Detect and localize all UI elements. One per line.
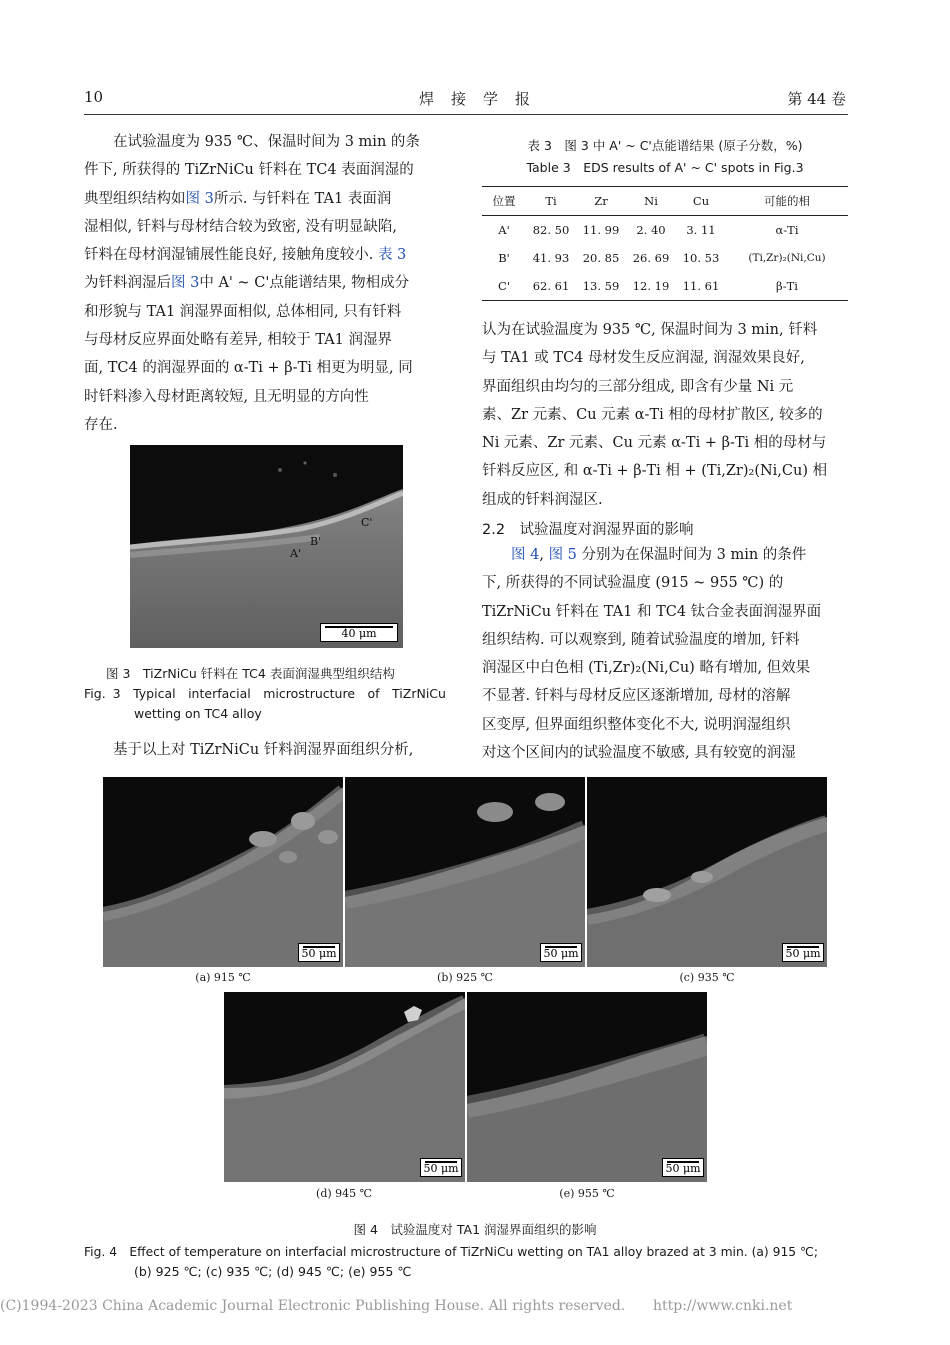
fig4-label-d: (d) 945 ℃ (316, 1187, 372, 1200)
table-cell: 26. 69 (632, 251, 670, 265)
table-row (482, 244, 848, 272)
fig4-panel-b (345, 777, 585, 967)
fig4-caption-cn: 图 4 试验温度对 TA1 润湿界面组织的影响 (353, 1222, 597, 1237)
fig4-panel-a (103, 777, 343, 967)
text-line: 件下, 所获得的 TiZrNiCu 钎料在 TC4 表面润湿的 (84, 162, 414, 179)
scale-bar: 50 μm (420, 1158, 462, 1177)
fig4-label-a: (a) 915 ℃ (195, 971, 251, 984)
cnki-url[interactable]: http://www.cnki.net (653, 1298, 793, 1314)
fig4-label-c: (c) 935 ℃ (679, 971, 735, 984)
text-line: 润湿区中白色相 (Ti,Zr)₂(Ni,Cu) 略有增加, 但效果 (482, 660, 811, 677)
table-cell: A' (498, 223, 510, 237)
journal-title: 焊 接 学 报 (418, 90, 531, 108)
text-line: 与母材反应界面处略有差异, 相较于 TA1 润湿界 (84, 332, 393, 349)
text-line: 素、Zr 元素、Cu 元素 α-Ti 相的母材扩散区, 较多的 (482, 406, 823, 423)
left-paragraph-2: 基于以上对 TiZrNiCu 钎料润湿界面组织分析, (84, 742, 414, 758)
text-line: 钎料反应区, 和 α-Ti + β-Ti 相 + (Ti,Zr)₂(Ni,Cu) 相 (482, 463, 828, 480)
text-line: 时钎料渗入母材距离较短, 且无明显的方向性 (84, 388, 369, 405)
point-label-b: B' (310, 535, 322, 548)
table-cell: B' (498, 251, 510, 265)
header-cell: Zr (594, 194, 608, 208)
fig4-link[interactable]: 图 4 (511, 547, 540, 563)
header-rule (84, 114, 848, 115)
table-cell: 3. 11 (686, 223, 716, 237)
fig4-label-e: (e) 955 ℃ (559, 1187, 615, 1200)
table-cell: 82. 50 (532, 223, 570, 237)
table3-title-cn: 表 3 图 3 中 A' ~ C'点能谱结果 (原子分数，%) (527, 138, 803, 153)
text-line: 面, TC4 的润湿界面的 α-Ti + β-Ti 相更为明显, 同 (84, 360, 413, 377)
table-cell: 13. 59 (582, 279, 620, 293)
table-cell: 20. 85 (582, 251, 620, 265)
text-line: TiZrNiCu 钎料在 TA1 和 TC4 钛合金表面润湿界面 (482, 603, 822, 620)
eds-table (482, 186, 848, 301)
text-line: 与 TA1 或 TC4 母材发生反应润湿, 润湿效果良好, (482, 350, 805, 367)
text-line: 界面组织由均匀的三部分组成, 即含有少量 Ni 元 (482, 378, 794, 395)
left-paragraph-1 (84, 128, 450, 439)
table-row (482, 216, 848, 245)
fig4-caption-en-1: Fig. 4 Effect of temperature on interfacial microstructure of TiZrNiCu wetting on TA1 alloy brazed at 3 min. (a) 915 ℃; (84, 1245, 818, 1259)
copyright-footer: (C)1994-2023 China Academic Journal Electronic Publishing House. All rights reserved. (0, 1298, 626, 1314)
right-paragraph-2 (482, 541, 848, 767)
scale-bar: 50 μm (540, 943, 582, 962)
text-line: 在试验温度为 935 ℃、保温时间为 3 min 的条 (84, 134, 420, 150)
scale-bar: 50 μm (298, 943, 340, 962)
table-cell: 11. 61 (682, 279, 720, 293)
table-cell: 10. 53 (682, 251, 720, 265)
text-line: 为钎料润湿后图 3中 A' ~ C'点能谱结果, 物相成分 (84, 275, 410, 292)
table-header-row (482, 187, 848, 216)
text-line: 不显著. 钎料与母材反应区逐渐增加, 母材的溶解 (482, 688, 791, 705)
table-cell: 11. 99 (582, 223, 620, 237)
page-number: 10 (84, 88, 104, 106)
header-cell: Ti (545, 194, 557, 208)
text-line: 区变厚, 但界面组织整体变化不大, 说明润湿组织 (482, 716, 791, 733)
table-cell: β-Ti (776, 279, 798, 293)
header-cell: Ni (644, 194, 658, 208)
table-cell: α-Ti (775, 223, 799, 237)
volume-label: 第 44 卷 (787, 90, 846, 108)
text-line: 组成的钎料润湿区. (482, 491, 603, 508)
fig3-link[interactable]: 图 3 (185, 190, 214, 207)
fig3-caption-en-2: wetting on TC4 alloy (134, 706, 262, 721)
fig4-panel-c (587, 777, 827, 967)
fig4-label-b: (b) 925 ℃ (437, 971, 493, 984)
text-line: 钎料在母材润湿铺展性能良好, 接触角度较小. 表 3 (84, 247, 407, 264)
table-cell: 41. 93 (532, 251, 570, 265)
table-row (482, 272, 848, 301)
table-cell: 62. 61 (532, 279, 570, 293)
right-paragraph-1 (482, 316, 848, 514)
text-line: 和形貌与 TA1 润湿界面相似, 总体相同, 只有钎料 (84, 303, 402, 320)
text-line: 认为在试验温度为 935 ℃, 保温时间为 3 min, 钎料 (482, 322, 818, 338)
text-line: 图 4, 图 5 分别为在保温时间为 3 min 的条件 (511, 547, 807, 563)
text-line: 组织结构. 可以观察到, 随着试验温度的增加, 钎料 (482, 631, 800, 648)
text-line: 下, 所获得的不同试验温度 (915 ~ 955 ℃) 的 (482, 575, 784, 592)
header-cell: 位置 (492, 194, 516, 208)
text-line: 湿相似, 钎料与母材结合较为致密, 没有明显缺陷, (84, 218, 398, 235)
fig3-caption-en-1: Fig. 3 Typical interfacial microstructure of TiZrNiCu (84, 686, 446, 701)
table-cell: C' (498, 279, 510, 293)
table3-title-en: Table 3 EDS results of A' ~ C' spots in Fig.3 (526, 160, 804, 175)
table3-link[interactable]: 表 3 (377, 247, 407, 264)
fig4-panel-d (224, 992, 465, 1182)
fig3-link[interactable]: 图 3 (171, 275, 200, 292)
fig4-caption-en-2: (b) 925 ℃; (c) 935 ℃; (d) 945 ℃; (e) 955 ℃ (134, 1264, 412, 1279)
scale-bar: 40 μm (320, 623, 398, 642)
header-cell: 可能的相 (764, 194, 810, 208)
point-label-a: A' (290, 547, 301, 560)
header-cell: Cu (692, 194, 710, 208)
text-line: 对这个区间内的试验温度不敏感, 具有较宽的润湿 (482, 745, 796, 762)
section-title: 2.2 试验温度对润湿界面的影响 (482, 522, 694, 538)
scale-bar: 50 μm (782, 943, 824, 962)
fig4-panel-e (467, 992, 707, 1182)
text-line: Ni 元素、Zr 元素、Cu 元素 α-Ti + β-Ti 相的母材与 (482, 435, 827, 452)
scale-bar: 50 μm (662, 1158, 704, 1177)
table-cell: 2. 40 (636, 223, 666, 237)
fig3-caption-cn: 图 3 TiZrNiCu 钎料在 TC4 表面润湿典型组织结构 (106, 666, 395, 681)
table-cell: 12. 19 (632, 279, 670, 293)
point-label-c: C' (361, 516, 373, 529)
text-line: 典型组织结构如图 3所示. 与钎料在 TA1 表面润 (84, 190, 392, 207)
fig3-micrograph (130, 445, 403, 648)
text-line: 存在. (84, 416, 118, 433)
table-cell: (Ti,Zr)₂(Ni,Cu) (748, 252, 826, 264)
fig5-link[interactable]: 图 5 (548, 547, 577, 563)
